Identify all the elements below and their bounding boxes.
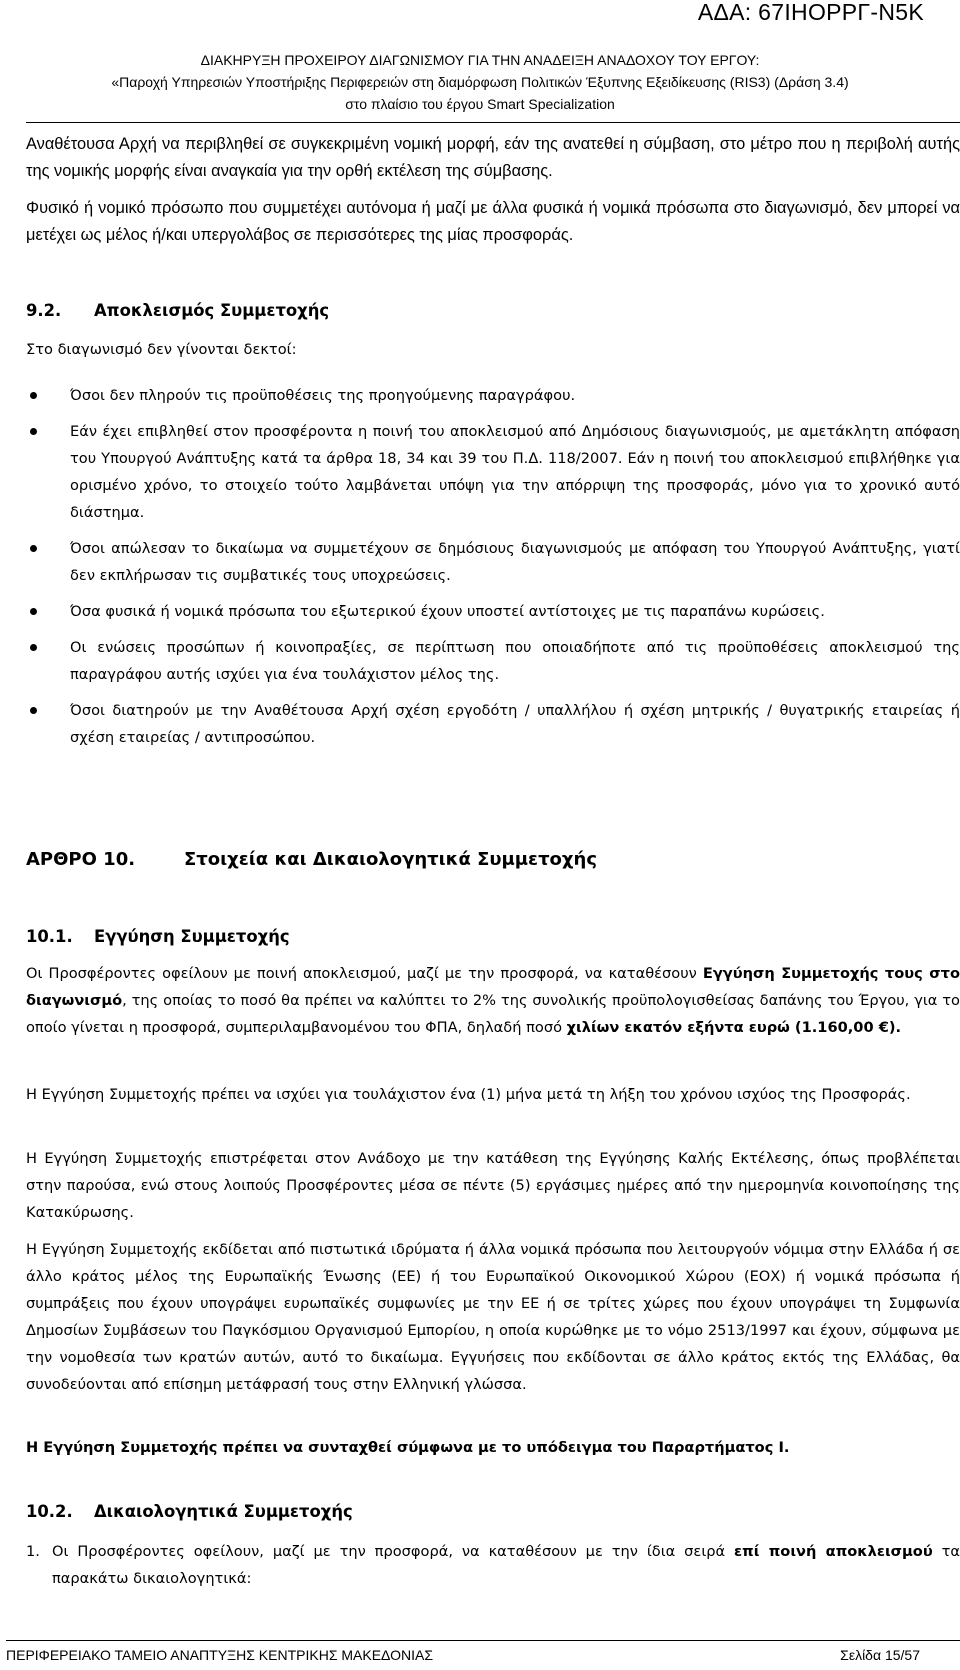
section-number: 10.1. [26, 927, 73, 946]
intro-paragraph-1: Αναθέτουσα Αρχή να περιβληθεί σε συγκεκριμένη νομική μορφή, εάν της ανατεθεί η σύμβαση, στο μέτρο που η περιβολή αυτής της νομικής μορφής είναι αναγκαία για την ορθή εκτέλεση της σύμβασης. [26, 135, 960, 180]
page-header [0, 49, 960, 115]
bullet-icon [30, 707, 37, 714]
section-9-2-lead: Στο διαγωνισμό δεν γίνονται δεκτοί: [26, 341, 297, 358]
ada-code: ΑΔΑ: 67ΙΗΟΡΡΓ-Ν5Κ [697, 0, 924, 25]
page-footer [6, 1643, 960, 1667]
bullet-icon [30, 428, 37, 435]
section-title: Εγγύηση Συμμετοχής [94, 927, 290, 946]
header-line-2: «Παροχή Υπηρεσιών Υποστήριξης Περιφερειών στη διαμόρφωση Πολιτικών Έξυπνης Εξειδίκευσης (RIS3) (Δράση 3.4) [111, 74, 849, 90]
bullet-icon [30, 644, 37, 651]
footer-organization: ΠΕΡΙΦΕΡΕΙΑΚΟ ΤΑΜΕΙΟ ΑΝΑΠΤΥΞΗΣ ΚΕΝΤΡΙΚΗΣ ΜΑΚΕΔΟΝΙΑΣ [6, 1647, 433, 1663]
bullet-icon [30, 608, 37, 615]
page-number: Σελίδα 15/57 [840, 1647, 920, 1663]
bullet-icon [30, 545, 37, 552]
section-title: Αποκλεισμός Συμμετοχής [94, 301, 330, 320]
header-line-3: στο πλαίσιο του έργου Smart Specialization [345, 96, 615, 112]
intro-paragraph-2: Φυσικό ή νομικό πρόσωπο που συμμετέχει αυτόνομα ή μαζί με άλλα φυσικά ή νομικά πρόσωπα στο διαγωνισμό, δεν μπορεί να μετέχει ως μέλος ή/και υπεργολάβος σε περισσότερες της μίας προσφοράς. [26, 199, 960, 244]
footer-divider [6, 1640, 960, 1641]
document-page: ΑΔΑ: 67ΙΗΟΡΡΓ-Ν5Κ ΔΙΑΚΗΡΥΞΗ ΠΡΟΧΕΙΡΟΥ ΔΙΑΓΩΝΙΣΜΟΥ ΓΙΑ ΤΗΝ ΑΝΑΔΕΙΞΗ ΑΝΑΔΟΧΟΥ ΤΟΥ ΕΡΓΟΥ: «Παροχή Υπηρεσιών Υποστήριξης Περιφερειών στη διαμόρφωση Πολιτικών Έξυπνης Εξειδίκευσης (RIS3) (Δράση 3.4) στο πλαίσιο του έργου Smart Specialization Αναθέτουσα Αρχή να περιβληθεί σε συγκεκριμένη νομική μορφή, εάν της ανατεθεί η σύμβαση, στο μέτρο που η περιβολή αυτής της νομικής μορφής είναι αναγκαία για την ορθή εκτέλεση της σύμβασης. Φυσικό ή νομικό πρόσωπο που συμμετέχει αυτόνομα ή μαζί με άλλα φυσικά ή νομικά πρόσωπα στο διαγωνισμό, δεν μπορεί να μετέχει ως μέλος ή/και υπεργολάβος σε περισσότερες της μίας προσφοράς. 9.2. Αποκλεισμός Συμμετοχής Στο διαγωνισμό δεν γίνονται δεκτοί: Όσοι δεν πληρούν τις προϋποθέσεις της προηγούμενης παραγράφου. Εάν έχει επιβληθεί στον προσφέροντα η ποινή του αποκλεισμού από Δημόσιους διαγωνισμούς, με αμετάκλητη απόφαση του Υπουργού Ανάπτυξης κατά τα άρθρα 18, 34 και 39 του Π.Δ. 118/2007. Εάν η ποινή του αποκλεισμού επιβλήθηκε για ορισμένο χρόνο, το στοιχείο τούτο λαμβάνεται υπόψη για την απόρριψη της προσφοράς, μόνο για το χρονικό αυτό διάστημα. Όσοι απώλεσαν το δικαίωμα να συμμετέχουν σε δημόσιους διαγωνισμούς με απόφαση του Υπουργού Ανάπτυξης, γιατί δεν εκπλήρωσαν τις συμβατικές τους υποχρεώσεις. Όσα φυσικά ή νομικά πρόσωπα του εξωτερικού έχουν υποστεί αντίστοιχες με τις παραπάνω κυρώσεις. Οι ενώσεις προσώπων ή κοινοπραξίες, σε περίπτωση που οποιαδήποτε από τις προϋποθέσεις αποκλεισμού της παραγράφου αυτής ισχύει για ένα τουλάχιστον μέλος της. Όσοι διατηρούν με την Αναθέτουσα Αρχή σχέση εργοδότη / υπαλλήλου ή σχέση μητρικής / θυγατρικής εταιρείας ή σχέση εταιρείας / αντιπροσώπου. ΑΡΘΡΟ 10. Στοιχεία και Δικαιολογητικά Συμμετοχής 10.1. Εγγύηση Συμμετοχής Οι Προσφέροντες οφείλουν με ποινή αποκλεισμού, μαζί με την προσφορά, να καταθέσουν Εγγύηση Συμμετοχής τους στο διαγωνισμό, της οποίας το ποσό θα πρέπει να καλύπτει το 2% της συνολικής προϋπολογισθείσας δαπάνης του Έργου, για το οποίο γίνεται η προσφορά, συμπεριλαμβανομένου του ΦΠΑ, δηλαδή ποσό χιλίων εκατόν εξήντα ευρώ (1.160,00 €). Η Εγγύηση Συμμετοχής πρέπει να ισχύει για τουλάχιστον ένα (1) μήνα μετά τη λήξη του χρόνου ισχύος της Προσφοράς. Η Εγγύηση Συμμετοχής επιστρέφεται στον Ανάδοχο με την κατάθεση της Εγγύησης Καλής Εκτέλεσης, όπως προβλέπεται στην παρούσα, ενώ στους λοιπούς Προσφέροντες μέσα σε πέντε (5) εργάσιμες ημέρες από την ημερομηνία κοινοποίησης της Κατακύρωσης. Η Εγγύηση Συμμετοχής εκδίδεται από πιστωτικά ιδρύματα ή άλλα νομικά πρόσωπα που λειτουργούν νόμιμα στην Ελλάδα ή σε άλλο κράτος μέλος της Ευρωπαϊκής Ένωσης (ΕΕ) ή του Ευρωπαϊκού Οικονομικού Χώρου (ΕΟΧ) ή νομικά πρόσωπα ή συμπράξεις που έχουν υπογράψει ευρωπαϊκές συμφωνίες με την ΕΕ ή σε τρίτες χώρες που έχουν υπογράψει τη Συμφωνία Δημοσίων Συμβάσεων του Παγκόσμιου Οργανισμού Εμπορίου, η οποία κυρώθηκε με το νόμο 2513/1997 και έχουν, σύμφωνα με την νομοθεσία των κρατών αυτών, αυτό το δικαίωμα. Εγγυήσεις που εκδίδονται σε άλλο κράτος εκτός της Ελλάδας, θα συνοδεύονται από επίσημη μετάφρασή τους στην Ελληνική γλώσσα. Η Εγγύηση Συμμετοχής πρέπει να συνταχθεί σύμφωνα με το υπόδειγμα του Παραρτήματος Ι. 10.2. Δικαιολογητικά Συμμετοχής 1. Οι Προσφέροντες οφείλουν, μαζί με την προσφορά, να καταθέσουν με την ίδια σειρά επί ποινή αποκλεισμού τα παρακάτω δικαιολογητικά: ΠΕΡΙΦΕΡΕΙΑΚΟ ΤΑΜΕΙΟ ΑΝΑΠΤΥΞΗΣ ΚΕΝΤΡΙΚΗΣ ΜΑΚΕΔΟΝΙΑΣ Σελίδα 15/57 [0, 0, 960, 1670]
item-number: 1. [26, 1543, 40, 1560]
section-number: 9.2. [26, 301, 62, 320]
section-10-1-paragraph-5: Η Εγγύηση Συμμετοχής πρέπει να συνταχθεί σύμφωνα με το υπόδειγμα του Παραρτήματος Ι. [26, 1439, 790, 1456]
item-text: Οι Προσφέροντες οφείλουν, μαζί με την προσφορά, να καταθέσουν με την ίδια σειρά επί ποινή αποκλεισμού τα παρακάτω δικαιολογητικά: [52, 1543, 960, 1587]
section-10-1-paragraph-2: Η Εγγύηση Συμμετοχής πρέπει να ισχύει για τουλάχιστον ένα (1) μήνα μετά τη λήξη του χρόνου ισχύος της Προσφοράς. [26, 1086, 911, 1103]
section-number: 10.2. [26, 1502, 73, 1521]
bullet-icon [30, 392, 37, 399]
section-10-1-paragraph-4: Η Εγγύηση Συμμετοχής εκδίδεται από πιστωτικά ιδρύματα ή άλλα νομικά πρόσωπα που λειτουργούν νόμιμα στην Ελλάδα ή σε άλλο κράτος μέλος της Ευρωπαϊκής Ένωσης (ΕΕ) ή του Ευρωπαϊκού Οικονομικού Χώρου (ΕΟΧ) ή νομικά πρόσωπα ή συμπράξεις που έχουν υπογράψει ευρωπαϊκές συμφωνίες με την ΕΕ ή σε τρίτες χώρες που έχουν υπογράψει τη Συμφωνία Δημοσίων Συμβάσεων του Παγκόσμιου Οργανισμού Εμπορίου, η οποία κυρώθηκε με το νόμο 2513/1997 και έχουν, σύμφωνα με την νομοθεσία των κρατών αυτών, αυτό το δικαίωμα. Εγγυήσεις που εκδίδονται σε άλλο κράτος εκτός της Ελλάδας, θα συνοδεύονται από επίσημη μετάφρασή τους στην Ελληνική γλώσσα. [26, 1241, 960, 1393]
header-divider [26, 122, 960, 123]
section-10-1-paragraph-1: Οι Προσφέροντες οφείλουν με ποινή αποκλεισμού, μαζί με την προσφορά, να καταθέσουν Εγγύηση Συμμετοχής τους στο διαγωνισμό, της οποίας το ποσό θα πρέπει να καλύπτει το 2% της συνολικής προϋπολογισθείσας δαπάνης του Έργου, για το οποίο γίνεται η προσφορά, συμπεριλαμβανομένου του ΦΠΑ, δηλαδή ποσό χιλίων εκατόν εξήντα ευρώ (1.160,00 €). [26, 965, 960, 1036]
section-title: Δικαιολογητικά Συμμετοχής [94, 1502, 353, 1521]
header-line-1: ΔΙΑΚΗΡΥΞΗ ΠΡΟΧΕΙΡΟΥ ΔΙΑΓΩΝΙΣΜΟΥ ΓΙΑ ΤΗΝ ΑΝΑΔΕΙΞΗ ΑΝΑΔΟΧΟΥ ΤΟΥ ΕΡΓΟΥ: [200, 52, 760, 68]
article-title: Στοιχεία και Δικαιολογητικά Συμμετοχής [184, 849, 598, 870]
article-number: ΑΡΘΡΟ 10. [26, 849, 136, 870]
section-10-1-paragraph-3: Η Εγγύηση Συμμετοχής επιστρέφεται στον Ανάδοχο με την κατάθεση της Εγγύησης Καλής Εκτέλεσης, όπως προβλέπεται στην παρούσα, ενώ στους λοιπούς Προσφέροντες μέσα σε πέντε (5) εργάσιμες ημέρες από την ημερομηνία κοινοποίησης της Κατακύρωσης. [26, 1150, 960, 1221]
